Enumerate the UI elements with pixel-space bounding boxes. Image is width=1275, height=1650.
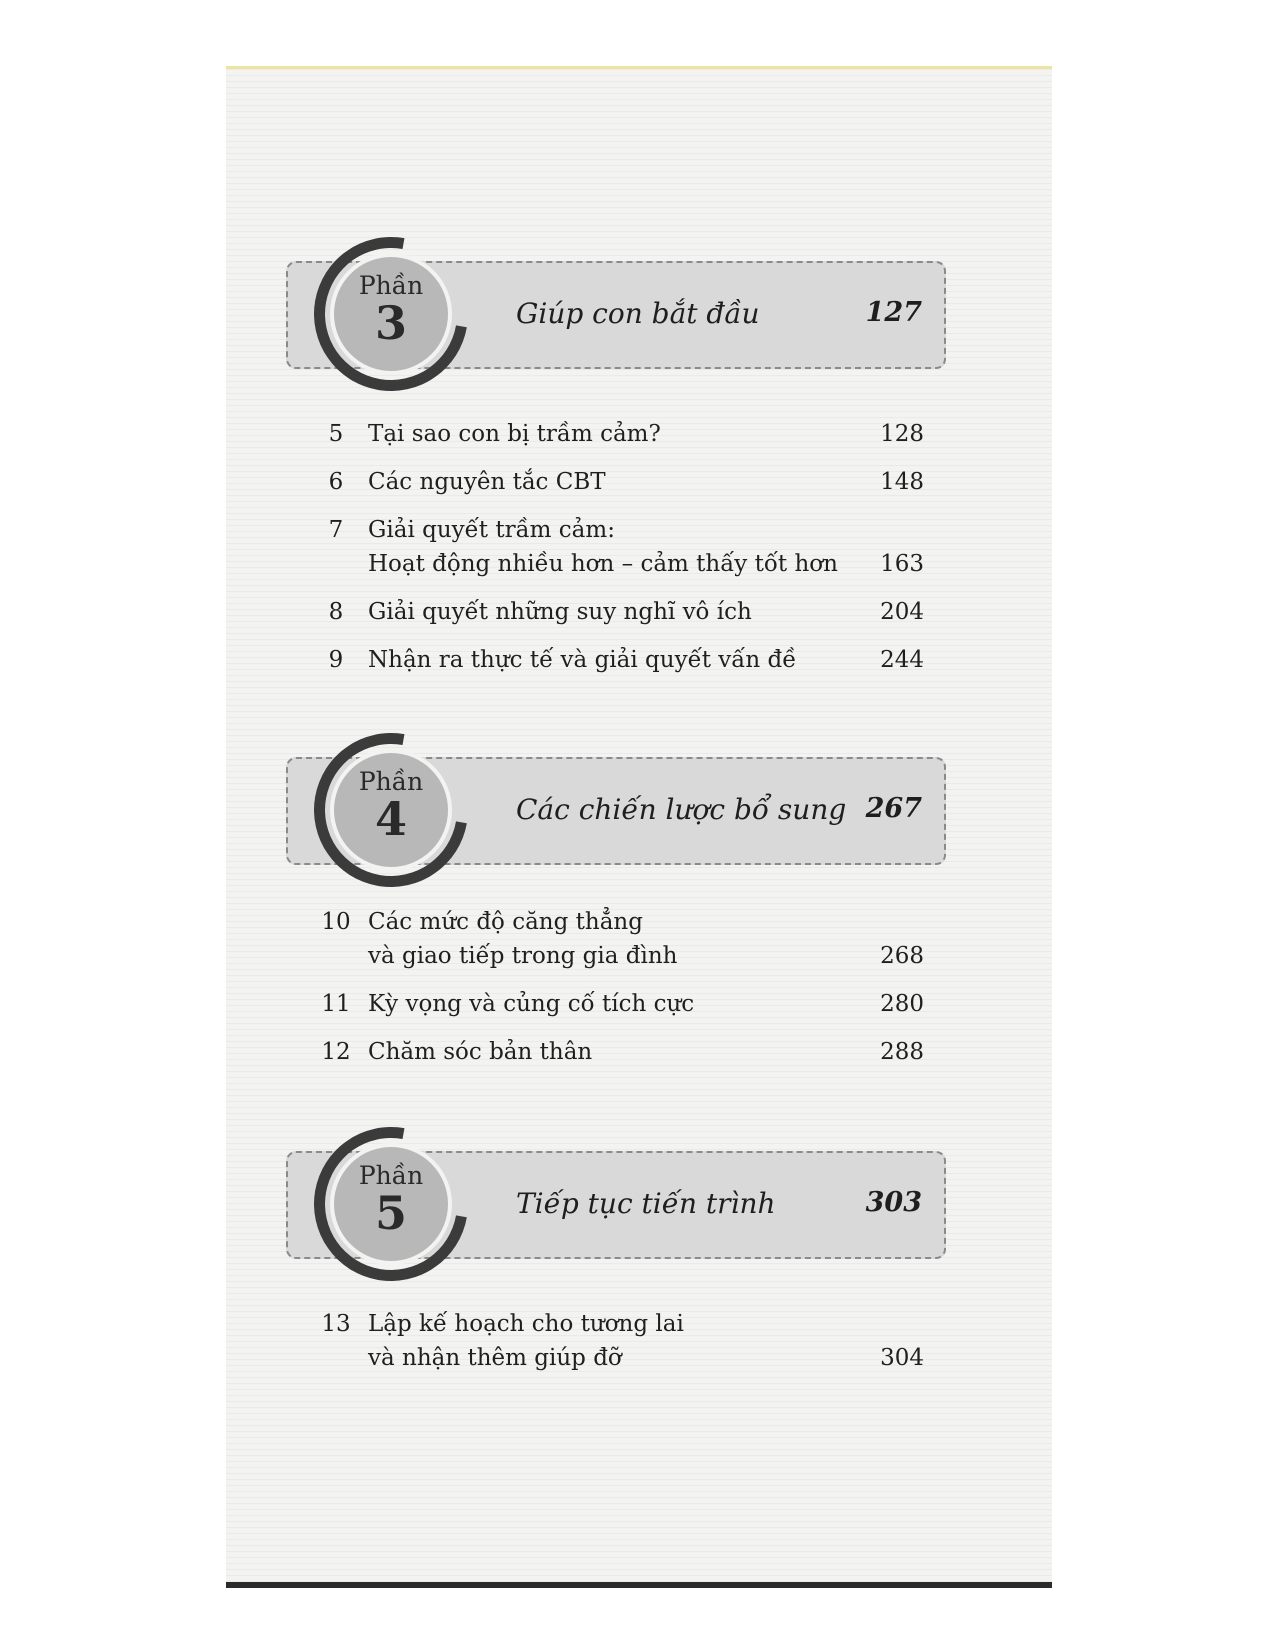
chapter-entry — [226, 1307, 1052, 1375]
chapter-title-line-2: Hoạt động nhiều hơn – cảm thấy tốt hơn — [368, 551, 838, 577]
part-page-number: 127 — [865, 297, 922, 328]
chapter-page: 128 — [880, 421, 924, 447]
chapter-entry — [226, 417, 1052, 451]
chapter-title-line-1: Giải quyết trầm cảm: — [368, 517, 615, 543]
chapter-title-line-2: và nhận thêm giúp đỡ — [368, 1345, 622, 1371]
part-5-header — [226, 1139, 1052, 1269]
chapter-entry — [226, 1035, 1052, 1069]
chapter-number: 11 — [321, 991, 351, 1017]
chapter-entry — [226, 987, 1052, 1021]
part-label: Phần — [358, 767, 424, 796]
chapter-number: 12 — [321, 1039, 351, 1065]
chapter-title-line-1: Các mức độ căng thẳng — [368, 909, 643, 935]
chapter-title: Tại sao con bị trầm cảm? — [368, 421, 661, 447]
part-page-number: 267 — [865, 793, 922, 824]
chapter-number: 10 — [321, 909, 351, 935]
chapter-page: 268 — [880, 943, 924, 969]
part-4-header — [226, 745, 1052, 875]
chapter-entry — [226, 513, 1052, 581]
part-4-badge — [330, 749, 452, 871]
chapter-number: 5 — [328, 421, 344, 447]
part-3-badge — [330, 253, 452, 375]
chapter-page: 204 — [880, 599, 924, 625]
chapter-page: 148 — [880, 469, 924, 495]
book-page — [226, 66, 1052, 1585]
chapter-title-line-1: Lập kế hoạch cho tương lai — [368, 1311, 684, 1337]
chapter-entry — [226, 465, 1052, 499]
part-number: 5 — [374, 1186, 407, 1240]
chapter-title-line-2: và giao tiếp trong gia đình — [368, 943, 678, 969]
chapter-number: 8 — [328, 599, 344, 625]
part-3-header — [226, 249, 1052, 379]
chapter-title: Các nguyên tắc CBT — [368, 469, 606, 495]
chapter-number: 7 — [328, 517, 344, 543]
part-label: Phần — [358, 271, 424, 300]
chapter-entry — [226, 905, 1052, 973]
chapter-page: 280 — [880, 991, 924, 1017]
part-4-chapter-list — [226, 905, 1052, 1069]
part-label: Phần — [358, 1161, 424, 1190]
part-3-chapter-list — [226, 417, 1052, 677]
part-number: 4 — [374, 792, 407, 846]
chapter-entry — [226, 595, 1052, 629]
part-page-number: 303 — [865, 1187, 922, 1218]
part-title: Giúp con bắt đầu — [516, 297, 760, 330]
chapter-entry — [226, 643, 1052, 677]
chapter-page: 244 — [880, 647, 924, 673]
chapter-number: 9 — [328, 647, 344, 673]
chapter-title: Giải quyết những suy nghĩ vô ích — [368, 599, 752, 625]
chapter-page: 288 — [880, 1039, 924, 1065]
page-bottom-edge — [226, 1582, 1052, 1588]
part-5-badge — [330, 1143, 452, 1265]
part-5-chapter-list — [226, 1307, 1052, 1375]
chapter-number: 6 — [328, 469, 344, 495]
chapter-page: 304 — [880, 1345, 924, 1371]
chapter-title: Kỳ vọng và củng cố tích cực — [368, 991, 695, 1017]
chapter-number: 13 — [321, 1311, 351, 1337]
chapter-page: 163 — [880, 551, 924, 577]
part-title: Các chiến lược bổ sung — [516, 793, 847, 826]
chapter-title: Chăm sóc bản thân — [368, 1039, 593, 1065]
part-title: Tiếp tục tiến trình — [516, 1187, 776, 1220]
part-number: 3 — [374, 296, 407, 350]
chapter-title: Nhận ra thực tế và giải quyết vấn đề — [368, 647, 797, 673]
